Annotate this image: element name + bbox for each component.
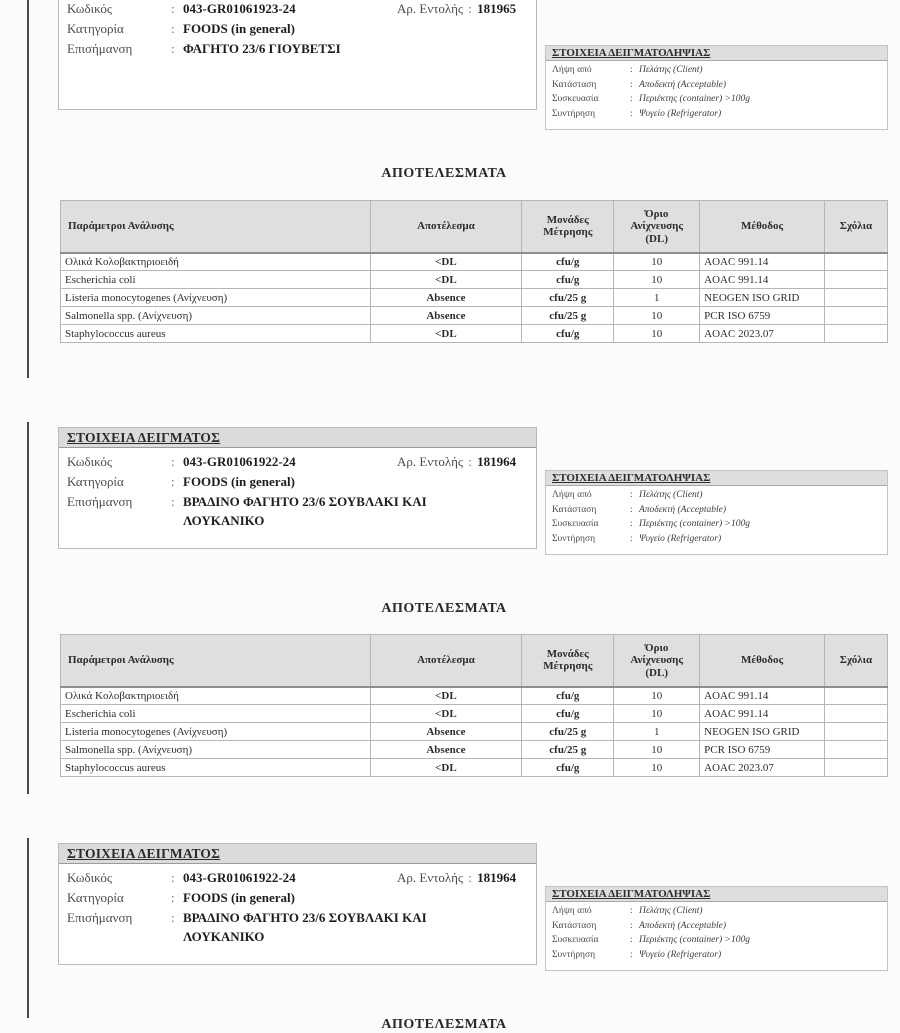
sampling-taken-by-row — [552, 904, 881, 919]
sample-fields — [59, 448, 536, 530]
sampling-fields — [546, 61, 887, 121]
cell-dl: 1 — [614, 723, 700, 741]
cell-notes — [825, 325, 888, 343]
sample-category-value: FOODS (in general) — [183, 21, 295, 36]
sample-marking-line1: ΒΡΑΔΙΝΟ ΦΑΓΗΤΟ 23/6 ΣΟΥΒΛΑΚΙ ΚΑΙ — [183, 910, 427, 925]
sample-marking-line1: ΒΡΑΔΙΝΟ ΦΑΓΗΤΟ 23/6 ΣΟΥΒΛΑΚΙ ΚΑΙ — [183, 494, 427, 509]
sampling-condition-value: Αποδεκτή (Acceptable) — [639, 79, 727, 90]
cell-dl: 10 — [614, 741, 700, 759]
sample-marking-value — [183, 492, 427, 530]
sample-marking-row — [67, 492, 528, 530]
sample-details-box — [58, 427, 537, 549]
sampling-packaging-label: Συσκευασία — [552, 519, 599, 529]
sampling-condition-label: Κατάσταση — [552, 920, 597, 931]
order-number-label: Αρ. Εντολής — [397, 454, 464, 469]
cell-dl: 10 — [614, 253, 700, 271]
header-parameter: Παράμετροι Ανάλυσης — [61, 201, 371, 253]
cell-result: Absence — [370, 307, 522, 325]
sampling-taken-by-label: Λήψη από — [552, 65, 592, 75]
sampling-preservation-row — [552, 948, 881, 963]
cell-units: cfu/g — [522, 759, 614, 777]
cell-notes — [825, 271, 888, 289]
sampling-condition-row — [552, 78, 881, 93]
colon: : — [630, 490, 633, 500]
sample-marking-value — [183, 908, 427, 946]
sampling-details-box — [545, 886, 888, 971]
sample-details-box — [58, 0, 537, 110]
sample-code-row — [67, 868, 528, 887]
cell-units: cfu/g — [522, 705, 614, 723]
cell-result: <DL — [370, 271, 522, 289]
header-result: Αποτέλεσμα — [370, 635, 522, 687]
sampling-preservation-label: Συντήρηση — [552, 108, 596, 119]
table-row — [61, 705, 888, 723]
sampling-details-title: ΣΤΟΙΧΕΙΑ ΔΕΙΓΜΑΤΟΛΗΨΙΑΣ — [546, 471, 887, 486]
sampling-packaging-row — [552, 933, 881, 948]
sample-identity-row — [0, 427, 900, 557]
cell-parameter: Escherichia coli — [61, 705, 371, 723]
results-table — [60, 200, 888, 343]
header-result: Αποτέλεσμα — [370, 201, 522, 253]
colon: : — [171, 454, 175, 469]
sampling-details-box — [545, 45, 888, 130]
cell-method: AOAC 991.14 — [700, 705, 825, 723]
sample-marking-line2: ΛΟΥΚΑΝΙΚΟ — [183, 929, 265, 944]
sampling-packaging-label: Συσκευασία — [552, 935, 599, 945]
order-number-label: Αρ. Εντολής — [397, 1, 464, 16]
order-number-label: Αρ. Εντολής — [397, 870, 464, 885]
results-tbody — [61, 687, 888, 777]
sample-category-row — [67, 888, 528, 907]
sample-identity-row — [0, 0, 900, 118]
cell-result: <DL — [370, 253, 522, 271]
sampling-packaging-value: Περιέκτης (container) >100g — [639, 94, 750, 104]
sample-fields — [59, 864, 536, 946]
sampling-packaging-row — [552, 517, 881, 532]
sampling-condition-value: Αποδεκτή (Acceptable) — [639, 920, 727, 931]
sample-marking-label: Επισήμανση — [67, 494, 133, 509]
table-row — [61, 325, 888, 343]
cell-parameter: Listeria monocytogenes (Ανίχνευση) — [61, 723, 371, 741]
sampling-taken-by-value: Πελάτης (Client) — [639, 490, 703, 500]
sample-category-value: FOODS (in general) — [183, 474, 295, 489]
sampling-preservation-label: Συντήρηση — [552, 949, 596, 960]
sample-marking-label: Επισήμανση — [67, 910, 133, 925]
results-title: ΑΠΟΤΕΛΕΣΜΑΤΑ — [381, 166, 507, 181]
sample-category-row — [67, 472, 528, 491]
sample-details-title: ΣΤΟΙΧΕΙΑ ΔΕΙΓΜΑΤΟΣ — [59, 844, 536, 864]
table-row — [61, 741, 888, 759]
sampling-condition-label: Κατάσταση — [552, 504, 597, 515]
cell-units: cfu/g — [522, 687, 614, 705]
header-dl: Όριο Ανίχνευσης (DL) — [614, 635, 700, 687]
cell-result: Absence — [370, 289, 522, 307]
cell-result: <DL — [370, 325, 522, 343]
cell-method: NEOGEN ISO GRID — [700, 289, 825, 307]
cell-result: <DL — [370, 705, 522, 723]
colon: : — [630, 108, 633, 119]
sample-fields — [59, 0, 536, 58]
cell-dl: 10 — [614, 325, 700, 343]
header-notes: Σχόλια — [825, 635, 888, 687]
cell-units: cfu/g — [522, 253, 614, 271]
sampling-taken-by-label: Λήψη από — [552, 490, 592, 500]
cell-method: AOAC 2023.07 — [700, 325, 825, 343]
header-method: Μέθοδος — [700, 635, 825, 687]
colon: : — [630, 94, 633, 104]
sampling-taken-by-row — [552, 63, 881, 78]
order-number-group — [397, 868, 516, 887]
sample-category-label: Κατηγορία — [67, 474, 124, 489]
sample-marking-label: Επισήμανση — [67, 41, 133, 56]
table-header-row — [61, 635, 888, 687]
sampling-condition-value: Αποδεκτή (Acceptable) — [639, 504, 727, 515]
colon: : — [171, 870, 175, 885]
report-section — [0, 427, 900, 774]
cell-units: cfu/25 g — [522, 741, 614, 759]
cell-parameter: Salmonella spp. (Ανίχνευση) — [61, 741, 371, 759]
sampling-packaging-label: Συσκευασία — [552, 94, 599, 104]
cell-dl: 10 — [614, 307, 700, 325]
cell-parameter: Staphylococcus aureus — [61, 325, 371, 343]
cell-dl: 10 — [614, 687, 700, 705]
sampling-details-title: ΣΤΟΙΧΕΙΑ ΔΕΙΓΜΑΤΟΛΗΨΙΑΣ — [546, 46, 887, 61]
cell-notes — [825, 723, 888, 741]
cell-result: Absence — [370, 741, 522, 759]
sample-category-label: Κατηγορία — [67, 21, 124, 36]
cell-notes — [825, 253, 888, 271]
cell-dl: 10 — [614, 271, 700, 289]
order-number-value: 181964 — [477, 870, 517, 885]
order-number-group — [397, 452, 516, 471]
cell-parameter: Salmonella spp. (Ανίχνευση) — [61, 307, 371, 325]
sample-details-box — [58, 843, 537, 965]
sample-code-value: 043-GR01061922-24 — [183, 454, 296, 469]
header-dl: Όριο Ανίχνευσης (DL) — [614, 201, 700, 253]
sample-category-label: Κατηγορία — [67, 890, 124, 905]
colon: : — [171, 890, 175, 905]
sample-details-title: ΣΤΟΙΧΕΙΑ ΔΕΙΓΜΑΤΟΣ — [59, 428, 536, 448]
cell-method: NEOGEN ISO GRID — [700, 723, 825, 741]
cell-method: PCR ISO 6759 — [700, 741, 825, 759]
cell-result: <DL — [370, 687, 522, 705]
cell-parameter: Escherichia coli — [61, 271, 371, 289]
table-row — [61, 289, 888, 307]
cell-method: PCR ISO 6759 — [700, 307, 825, 325]
results-title: ΑΠΟΤΕΛΕΣΜΑΤΑ — [381, 601, 507, 616]
order-number-value: 181964 — [477, 454, 517, 469]
sample-marking-row — [67, 908, 528, 946]
colon: : — [630, 79, 633, 90]
sampling-packaging-row — [552, 92, 881, 107]
cell-notes — [825, 289, 888, 307]
cell-notes — [825, 759, 888, 777]
sampling-condition-row — [552, 503, 881, 518]
cell-units: cfu/25 g — [522, 723, 614, 741]
cell-units: cfu/25 g — [522, 307, 614, 325]
sample-code-label: Κωδικός — [67, 454, 112, 469]
sample-code-label: Κωδικός — [67, 870, 112, 885]
sample-marking-row — [67, 39, 528, 58]
colon: : — [171, 474, 175, 489]
colon: : — [468, 454, 472, 469]
sampling-preservation-value: Ψυγείο (Refrigerator) — [639, 533, 722, 544]
sample-category-row — [67, 19, 528, 38]
colon: : — [630, 920, 633, 931]
table-row — [61, 723, 888, 741]
cell-dl: 10 — [614, 705, 700, 723]
results-table — [60, 634, 888, 777]
report-section — [0, 0, 900, 340]
colon: : — [468, 1, 472, 16]
sample-code-label: Κωδικός — [67, 1, 112, 16]
sampling-condition-row — [552, 919, 881, 934]
report-section — [0, 843, 900, 1033]
table-header-row — [61, 201, 888, 253]
cell-dl: 10 — [614, 759, 700, 777]
sampling-taken-by-value: Πελάτης (Client) — [639, 65, 703, 75]
results-tbody — [61, 253, 888, 343]
sampling-preservation-row — [552, 107, 881, 122]
sampling-taken-by-label: Λήψη από — [552, 906, 592, 916]
cell-notes — [825, 705, 888, 723]
colon: : — [630, 65, 633, 75]
sample-code-value: 043-GR01061923-24 — [183, 1, 296, 16]
table-row — [61, 687, 888, 705]
table-row — [61, 271, 888, 289]
sampling-preservation-label: Συντήρηση — [552, 533, 596, 544]
sampling-fields — [546, 486, 887, 546]
sampling-preservation-row — [552, 532, 881, 547]
sample-code-row — [67, 0, 528, 18]
cell-result: Absence — [370, 723, 522, 741]
cell-notes — [825, 307, 888, 325]
sample-category-value: FOODS (in general) — [183, 890, 295, 905]
cell-parameter: Staphylococcus aureus — [61, 759, 371, 777]
colon: : — [630, 504, 633, 515]
cell-notes — [825, 687, 888, 705]
sampling-details-box — [545, 470, 888, 555]
colon: : — [630, 906, 633, 916]
sampling-preservation-value: Ψυγείο (Refrigerator) — [639, 108, 722, 119]
sampling-fields — [546, 902, 887, 962]
sample-code-value: 043-GR01061922-24 — [183, 870, 296, 885]
sampling-packaging-value: Περιέκτης (container) >100g — [639, 519, 750, 529]
cell-method: AOAC 2023.07 — [700, 759, 825, 777]
cell-dl: 1 — [614, 289, 700, 307]
colon: : — [171, 910, 175, 925]
header-units: Μονάδες Μέτρησης — [522, 201, 614, 253]
colon: : — [630, 533, 633, 544]
sampling-details-title: ΣΤΟΙΧΕΙΑ ΔΕΙΓΜΑΤΟΛΗΨΙΑΣ — [546, 887, 887, 902]
table-row — [61, 253, 888, 271]
colon: : — [468, 870, 472, 885]
order-number-group — [397, 0, 516, 18]
cell-result: <DL — [370, 759, 522, 777]
header-parameter: Παράμετροι Ανάλυσης — [61, 635, 371, 687]
header-method: Μέθοδος — [700, 201, 825, 253]
colon: : — [171, 1, 175, 16]
cell-units: cfu/g — [522, 271, 614, 289]
sampling-taken-by-row — [552, 488, 881, 503]
colon: : — [171, 494, 175, 509]
sample-marking-line2: ΛΟΥΚΑΝΙΚΟ — [183, 513, 265, 528]
sampling-taken-by-value: Πελάτης (Client) — [639, 906, 703, 916]
sampling-packaging-value: Περιέκτης (container) >100g — [639, 935, 750, 945]
colon: : — [630, 519, 633, 529]
cell-method: AOAC 991.14 — [700, 687, 825, 705]
cell-parameter: Ολικά Κολοβακτηριοειδή — [61, 687, 371, 705]
cell-notes — [825, 741, 888, 759]
cell-units: cfu/g — [522, 325, 614, 343]
colon: : — [630, 949, 633, 960]
cell-parameter: Listeria monocytogenes (Ανίχνευση) — [61, 289, 371, 307]
header-notes: Σχόλια — [825, 201, 888, 253]
colon: : — [171, 41, 175, 56]
header-units: Μονάδες Μέτρησης — [522, 635, 614, 687]
table-row — [61, 307, 888, 325]
sampling-condition-label: Κατάσταση — [552, 79, 597, 90]
colon: : — [630, 935, 633, 945]
results-title: ΑΠΟΤΕΛΕΣΜΑΤΑ — [381, 1017, 507, 1032]
cell-parameter: Ολικά Κολοβακτηριοειδή — [61, 253, 371, 271]
sampling-preservation-value: Ψυγείο (Refrigerator) — [639, 949, 722, 960]
order-number-value: 181965 — [477, 1, 517, 16]
sample-marking-value: ΦΑΓΗΤΟ 23/6 ΓΙΟΥΒΕΤΣΙ — [183, 41, 341, 56]
cell-units: cfu/25 g — [522, 289, 614, 307]
cell-method: AOAC 991.14 — [700, 253, 825, 271]
sample-code-row — [67, 452, 528, 471]
table-row — [61, 759, 888, 777]
cell-method: AOAC 991.14 — [700, 271, 825, 289]
sample-identity-row — [0, 843, 900, 973]
colon: : — [171, 21, 175, 36]
